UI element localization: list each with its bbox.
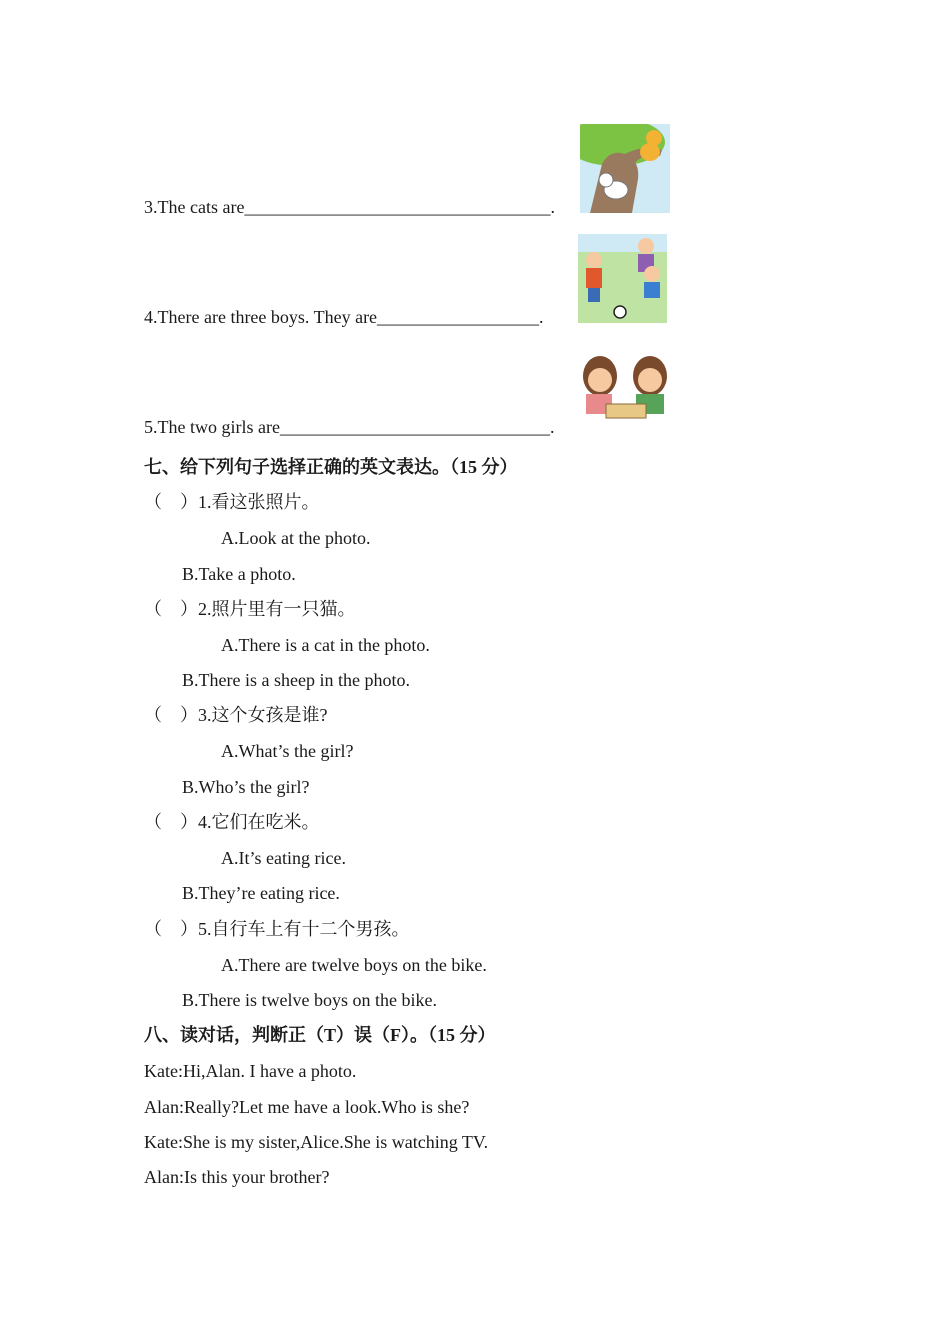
question-3-option-b: B.Who’s the girl? — [182, 777, 310, 797]
section-8-heading: 八、读对话，判断正（T）误（F）。（15 分） — [144, 1025, 496, 1045]
question-4-option-b: B.They’re eating rice. — [182, 883, 340, 903]
fill-in-4: 4.There are three boys. They are__________________. — [144, 307, 544, 327]
boys-playing-football-image — [578, 234, 667, 323]
two-girls-image — [580, 354, 669, 421]
question-2-stem: （ ）2.照片里有一只猫。 — [144, 599, 356, 619]
question-2-option-a: A.There is a cat in the photo. — [221, 635, 430, 655]
cats-in-tree-image — [580, 124, 670, 213]
fill-in-5: 5.The two girls are______________________________. — [144, 417, 555, 437]
question-5-stem: （ ）5.自行车上有十二个男孩。 — [144, 919, 410, 939]
question-3-stem: （ ）3.这个女孩是谁? — [144, 705, 328, 725]
section-7-heading: 七、给下列句子选择正确的英文表达。（15 分） — [144, 457, 518, 477]
dialogue-line-4: Alan:Is this your brother? — [144, 1167, 330, 1187]
question-1-stem: （ ）1.看这张照片。 — [144, 492, 320, 512]
dialogue-line-1: Kate:Hi,Alan. I have a photo. — [144, 1061, 357, 1081]
fill-in-3: 3.The cats are__________________________________. — [144, 197, 555, 217]
question-1-option-a: A.Look at the photo. — [221, 528, 371, 548]
question-5-option-b: B.There is twelve boys on the bike. — [182, 990, 437, 1010]
dialogue-line-2: Alan:Really?Let me have a look.Who is she? — [144, 1097, 470, 1117]
question-3-option-a: A.What’s the girl? — [221, 741, 354, 761]
question-4-option-a: A.It’s eating rice. — [221, 848, 346, 868]
question-2-option-b: B.There is a sheep in the photo. — [182, 670, 410, 690]
question-1-option-b: B.Take a photo. — [182, 564, 296, 584]
dialogue-line-3: Kate:She is my sister,Alice.She is watching TV. — [144, 1132, 489, 1152]
question-5-option-a: A.There are twelve boys on the bike. — [221, 955, 487, 975]
question-4-stem: （ ）4.它们在吃米。 — [144, 812, 320, 832]
